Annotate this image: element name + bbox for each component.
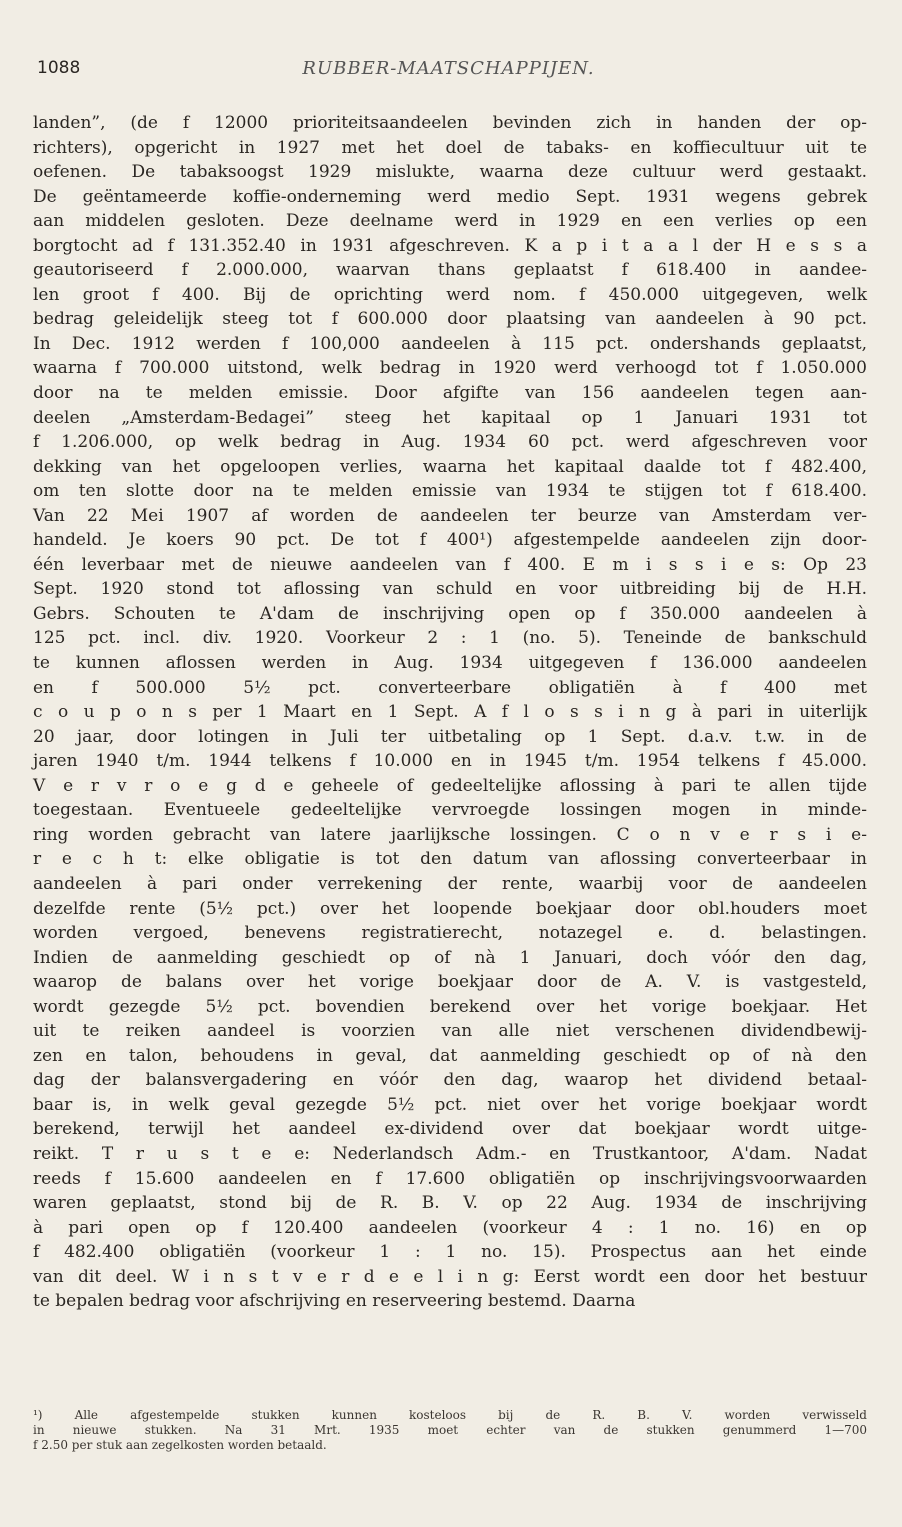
text-line: aan middelen gesloten. Deze deelname werd in 1929 en een verlies op een [33,211,867,232]
text-line: van dit deel. W i n s t v e r d e e l i n g: Eerst wordt een door het bestuur [33,1266,867,1287]
text-line: dezelfde rente (5½ pct.) over het loopende boekjaar door obl.houders moet [33,898,867,919]
text-line: bedrag geleidelijk steeg tot f 600.000 door plaatsing van aandeelen à 90 pct. [33,309,867,330]
text-line: 20 jaar, door lotingen in Juli ter uitbetaling op 1 Sept. d.a.v. t.w. in de [33,726,867,747]
text-line: waarop de balans over het vorige boekjaar door de A. V. is vastgesteld, [33,972,867,993]
text-line: te bepalen bedrag voor afschrijving en reserveering bestemd. Daarna [33,1291,636,1312]
text-line: borgtocht ad f 131.352.40 in 1931 afgeschreven. K a p i t a a l der H e s s a [33,235,867,256]
text-line: één leverbaar met de nieuwe aandeelen van f 400. E m i s s i e s: Op 23 [33,554,867,575]
text-line: à pari open op f 120.400 aandeelen (voorkeur 4 : 1 no. 16) en op [33,1217,867,1238]
text-line: wordt gezegde 5½ pct. bovendien berekend over het vorige boekjaar. Het [33,996,867,1017]
running-title: RUBBER-MAATSCHAPPIJEN. [302,58,595,79]
text-line: deelen „Amsterdam-Bedagei” steeg het kapitaal op 1 Januari 1931 tot [33,407,867,428]
text-line: f 482.400 obligatiën (voorkeur 1 : 1 no. 15). Prospectus aan het einde [33,1242,867,1263]
text-line: r e c h t: elke obligatie is tot den datum van aflossing converteerbaar in [33,849,867,870]
text-line: landen”, (de f 12000 prioriteitsaandeelen bevinden zich in handen der op- [33,113,867,133]
text-line: handeld. Je koers 90 pct. De tot f 400¹) afgestempelde aandeelen zijn door- [33,530,867,551]
text-line: jaren 1940 t/m. 1944 telkens f 10.000 en in 1945 t/m. 1954 telkens f 45.000. [33,751,867,772]
text-line: dekking van het opgeloopen verlies, waarna het kapitaal daalde tot f 482.400, [33,456,867,477]
footnote-line: in nieuwe stukken. Na 31 Mrt. 1935 moet echter van de stukken genummerd 1—700 [33,1423,867,1437]
text-line: door na te melden emissie. Door afgifte van 156 aandeelen tegen aan- [33,383,867,404]
text-line: Van 22 Mei 1907 af worden de aandeelen ter beurze van Amsterdam ver- [33,505,867,526]
text-line: waarna f 700.000 uitstond, welk bedrag in 1920 werd verhoogd tot f 1.050.000 [33,358,867,379]
page-header [33,58,864,88]
text-line: dag der balansvergadering en vóór den dag, waarop het dividend betaal- [33,1070,867,1091]
footnotes [33,1408,867,1453]
text-line: worden vergoed, benevens registratierecht, notazegel e. d. belastingen. [33,923,867,944]
text-line: toegestaan. Eventueele gedeeltelijke vervroegde lossingen mogen in minde- [33,800,867,821]
text-line: Gebrs. Schouten te A'dam de inschrijving open op f 350.000 aandeelen à [33,603,867,624]
text-line: baar is, in welk geval gezegde 5½ pct. niet over het vorige boekjaar wordt [33,1094,867,1115]
text-line: aandeelen à pari onder verrekening der rente, waarbij voor de aandeelen [33,873,867,894]
text-line: ring worden gebracht van latere jaarlijksche lossingen. C o n v e r s i e- [33,824,867,845]
footnote-line: ¹) Alle afgestempelde stukken kunnen kosteloos bij de R. B. V. worden verwisseld [33,1408,867,1422]
text-line: c o u p o n s per 1 Maart en 1 Sept. A f l o s s i n g à pari in uiterlijk [33,702,867,723]
text-line: len groot f 400. Bij de oprichting werd nom. f 450.000 uitgegeven, welk [33,284,867,305]
text-line: De geëntameerde koffie-onderneming werd medio Sept. 1931 wegens gebrek [33,186,867,207]
text-line: en f 500.000 5½ pct. converteerbare obligatiën à f 400 met [33,677,867,698]
text-line: oefenen. De tabaksoogst 1929 mislukte, waarna deze cultuur werd gestaakt. [33,162,867,183]
text-line: reikt. T r u s t e e: Nederlandsch Adm.- en Trustkantoor, A'dam. Nadat [33,1143,867,1164]
text-line: zen en talon, behoudens in geval, dat aanmelding geschiedt op of nà den [33,1045,867,1066]
text-line: berekend, terwijl het aandeel ex-dividend over dat boekjaar wordt uitge- [33,1119,867,1140]
text-line: geautoriseerd f 2.000.000, waarvan thans geplaatst f 618.400 in aandee- [33,260,867,281]
footnote-line: f 2.50 per stuk aan zegelkosten worden betaald. [33,1438,327,1452]
text-line: reeds f 15.600 aandeelen en f 17.600 obligatiën op inschrijvingsvoorwaarden [33,1168,867,1189]
text-line: f 1.206.000, op welk bedrag in Aug. 1934 60 pct. werd afgeschreven voor [33,432,867,453]
text-line: waren geplaatst, stond bij de R. B. V. op 22 Aug. 1934 de inschrijving [33,1193,867,1214]
text-line: In Dec. 1912 werden f 100,000 aandeelen à 115 pct. ondershands geplaatst, [33,333,867,354]
text-line: om ten slotte door na te melden emissie van 1934 te stijgen tot f 618.400. [33,481,867,502]
text-line: richters), opgericht in 1927 met het doel de tabaks- en koffiecultuur uit te [33,137,867,158]
text-line: te kunnen aflossen werden in Aug. 1934 uitgegeven f 136.000 aandeelen [33,653,867,674]
text-line: uit te reiken aandeel is voorzien van alle niet verschenen dividendbewij- [33,1021,867,1042]
text-line: Sept. 1920 stond tot aflossing van schuld en voor uitbreiding bij de H.H. [33,579,867,600]
text-line: Indien de aanmelding geschiedt op of nà 1 Januari, doch vóór den dag, [33,947,867,968]
body-text [33,111,867,1314]
page-number: 1088 [37,58,81,78]
text-line: 125 pct. incl. div. 1920. Voorkeur 2 : 1 (no. 5). Teneinde de bankschuld [33,628,867,649]
text-line: V e r v r o e g d e geheele of gedeeltelijke aflossing à pari te allen tijde [33,775,867,796]
